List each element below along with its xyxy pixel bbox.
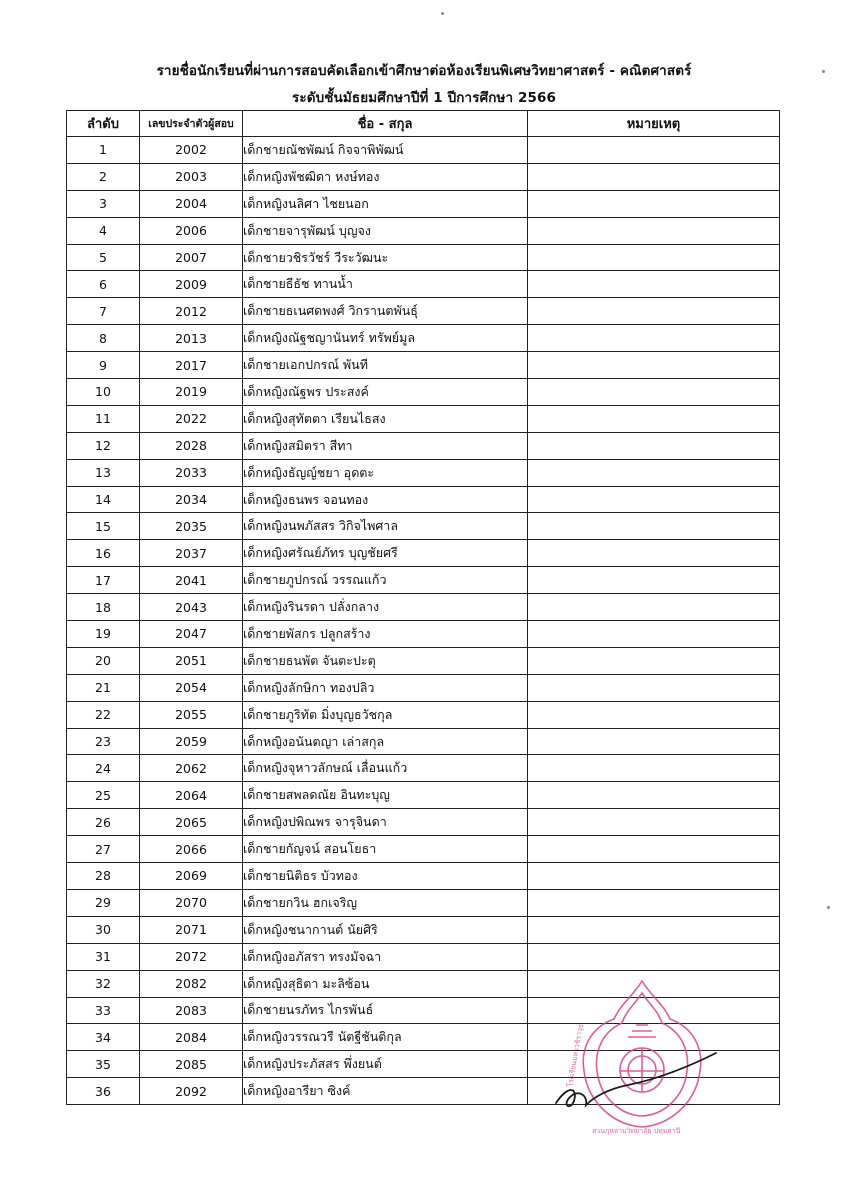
student-name-cell: เด็กหญิงศรัณย์ภัทร บุญชัยศรี bbox=[243, 540, 528, 567]
row-number: 2 bbox=[67, 163, 140, 190]
document-title: รายชื่อนักเรียนที่ผ่านการสอบคัดเลือกเข้าศึกษาต่อห้องเรียนพิเศษวิทยาศาสตร์ - คณิตศาสตร์ bbox=[156, 63, 692, 79]
remark-cell bbox=[528, 755, 780, 782]
scan-speck bbox=[441, 12, 444, 15]
remark-cell bbox=[528, 405, 780, 432]
student-name-cell: เด็กชายเอกปกรณ์ พันที bbox=[243, 352, 528, 379]
exam-id-cell: 2043 bbox=[140, 594, 243, 621]
exam-id-cell: 2065 bbox=[140, 809, 243, 836]
student-name-cell: เด็กหญิงณัฐชญานันทร์ ทรัพย์มูล bbox=[243, 325, 528, 352]
scan-speck bbox=[822, 70, 825, 73]
student-name-cell: เด็กหญิงธัญญ์ชยา อุดตะ bbox=[243, 459, 528, 486]
exam-id-cell: 2062 bbox=[140, 755, 243, 782]
student-name-cell: เด็กหญิงสุธิตา มะลิซ้อน bbox=[243, 970, 528, 997]
student-name-cell: เด็กชายกัญจน์ สอนโยธา bbox=[243, 836, 528, 863]
row-number: 21 bbox=[67, 674, 140, 701]
student-name-cell: เด็กหญิงจุหาวลักษณ์ เลื่อนแก้ว bbox=[243, 755, 528, 782]
remark-cell bbox=[528, 325, 780, 352]
row-number: 30 bbox=[67, 916, 140, 943]
student-name-cell: เด็กชายสพลดณัย อินทะบุญ bbox=[243, 782, 528, 809]
exam-id-cell: 2084 bbox=[140, 1024, 243, 1051]
remark-cell bbox=[528, 809, 780, 836]
student-name-cell: เด็กหญิงสมิตรา สีทา bbox=[243, 432, 528, 459]
seal-text-bottom: สวนกุหลาบวิทยาลัย ปทุมธานี bbox=[592, 1127, 681, 1135]
exam-id-cell: 2007 bbox=[140, 244, 243, 271]
table-row bbox=[67, 217, 780, 244]
exam-id-cell: 2085 bbox=[140, 1051, 243, 1078]
exam-id-cell: 2055 bbox=[140, 701, 243, 728]
table-row bbox=[67, 889, 780, 916]
row-number: 27 bbox=[67, 836, 140, 863]
row-number: 6 bbox=[67, 271, 140, 298]
remark-cell bbox=[528, 863, 780, 890]
remark-cell bbox=[528, 217, 780, 244]
remark-cell bbox=[528, 190, 780, 217]
row-number: 20 bbox=[67, 647, 140, 674]
scan-speck bbox=[827, 906, 830, 909]
remark-cell bbox=[528, 943, 780, 970]
column-header-name: ชื่อ - สกุล bbox=[243, 111, 528, 137]
remark-cell bbox=[528, 379, 780, 406]
row-number: 8 bbox=[67, 325, 140, 352]
exam-id-cell: 2037 bbox=[140, 540, 243, 567]
remark-cell bbox=[528, 621, 780, 648]
row-number: 33 bbox=[67, 997, 140, 1024]
table-row bbox=[67, 486, 780, 513]
remark-cell bbox=[528, 594, 780, 621]
row-number: 7 bbox=[67, 298, 140, 325]
exam-id-cell: 2054 bbox=[140, 674, 243, 701]
exam-id-cell: 2083 bbox=[140, 997, 243, 1024]
table-row bbox=[67, 943, 780, 970]
remark-cell bbox=[528, 647, 780, 674]
row-number: 4 bbox=[67, 217, 140, 244]
student-name-cell: เด็กหญิงพัชฒิดา หงษ์ทอง bbox=[243, 163, 528, 190]
row-number: 14 bbox=[67, 486, 140, 513]
remark-cell bbox=[528, 459, 780, 486]
student-name-cell: เด็กชายกวิน ฮกเจริญ bbox=[243, 889, 528, 916]
remark-cell bbox=[528, 674, 780, 701]
table-row bbox=[67, 163, 780, 190]
row-number: 35 bbox=[67, 1051, 140, 1078]
student-name-cell: เด็กหญิงนลิศา ไชยนอก bbox=[243, 190, 528, 217]
table-row bbox=[67, 244, 780, 271]
table-row bbox=[67, 325, 780, 352]
remark-cell bbox=[528, 432, 780, 459]
row-number: 12 bbox=[67, 432, 140, 459]
student-name-cell: เด็กหญิงสุทัตตา เรียนไธสง bbox=[243, 405, 528, 432]
student-name-cell: เด็กชายภูปกรณ์ วรรณแก้ว bbox=[243, 567, 528, 594]
exam-id-cell: 2022 bbox=[140, 405, 243, 432]
table-row bbox=[67, 916, 780, 943]
row-number: 32 bbox=[67, 970, 140, 997]
column-header-remark: หมายเหตุ bbox=[528, 111, 780, 137]
row-number: 15 bbox=[67, 513, 140, 540]
row-number: 24 bbox=[67, 755, 140, 782]
table-row bbox=[67, 728, 780, 755]
student-name-cell: เด็กหญิงรินรดา ปลั่งกลาง bbox=[243, 594, 528, 621]
student-name-cell: เด็กชายนิติธร บัวทอง bbox=[243, 863, 528, 890]
remark-cell bbox=[528, 728, 780, 755]
student-name-cell: เด็กหญิงปพิณพร จารุจินดา bbox=[243, 809, 528, 836]
table-row bbox=[67, 379, 780, 406]
table-row bbox=[67, 594, 780, 621]
table-header-row bbox=[67, 111, 780, 137]
row-number: 9 bbox=[67, 352, 140, 379]
exam-id-cell: 2071 bbox=[140, 916, 243, 943]
exam-id-cell: 2092 bbox=[140, 1078, 243, 1105]
student-list-table bbox=[66, 110, 780, 1105]
row-number: 25 bbox=[67, 782, 140, 809]
student-name-cell: เด็กชายธนพัต จันตะปะตุ bbox=[243, 647, 528, 674]
exam-id-cell: 2072 bbox=[140, 943, 243, 970]
row-number: 5 bbox=[67, 244, 140, 271]
student-name-cell: เด็กชายวชิรวัชร์ วีระวัฒนะ bbox=[243, 244, 528, 271]
exam-id-cell: 2047 bbox=[140, 621, 243, 648]
remark-cell bbox=[528, 513, 780, 540]
row-number: 36 bbox=[67, 1078, 140, 1105]
row-number: 19 bbox=[67, 621, 140, 648]
student-name-cell: เด็กชายธเนศดพงศ์ วิกรานตพันธุ์ bbox=[243, 298, 528, 325]
signature-icon bbox=[548, 1045, 728, 1125]
student-name-cell: เด็กชายพัสกร ปลูกสร้าง bbox=[243, 621, 528, 648]
student-name-cell: เด็กชายภูริทัต มิ่งบุญธวัชกุล bbox=[243, 701, 528, 728]
student-name-cell: เด็กชายธีธัช ทานน้ำ bbox=[243, 271, 528, 298]
remark-cell bbox=[528, 298, 780, 325]
student-name-cell: เด็กชายณัชพัฒน์ กิจจาพิพัฒน์ bbox=[243, 137, 528, 164]
exam-id-cell: 2070 bbox=[140, 889, 243, 916]
exam-id-cell: 2082 bbox=[140, 970, 243, 997]
remark-cell bbox=[528, 540, 780, 567]
exam-id-cell: 2066 bbox=[140, 836, 243, 863]
student-name-cell: เด็กหญิงวรรณวรี นัตฐีชันติกุล bbox=[243, 1024, 528, 1051]
student-name-cell: เด็กหญิงณัฐพร ประสงค์ bbox=[243, 379, 528, 406]
exam-id-cell: 2006 bbox=[140, 217, 243, 244]
student-name-cell: เด็กชายนรภัทร ไกรพันธ์ bbox=[243, 997, 528, 1024]
table-row bbox=[67, 647, 780, 674]
table-body bbox=[67, 137, 780, 1105]
exam-id-cell: 2003 bbox=[140, 163, 243, 190]
table-row bbox=[67, 701, 780, 728]
student-name-cell: เด็กหญิงอภัสรา ทรงมัจฉา bbox=[243, 943, 528, 970]
student-name-cell: เด็กหญิงนพภัสสร วิกิจไพศาล bbox=[243, 513, 528, 540]
student-name-cell: เด็กหญิงประภัสสร พึ่งยนต์ bbox=[243, 1051, 528, 1078]
row-number: 3 bbox=[67, 190, 140, 217]
row-number: 18 bbox=[67, 594, 140, 621]
exam-id-cell: 2002 bbox=[140, 137, 243, 164]
remark-cell bbox=[528, 782, 780, 809]
exam-id-cell: 2069 bbox=[140, 863, 243, 890]
seal-text-left: โรงเรียนมหาวชิราวุธ bbox=[566, 1023, 586, 1088]
row-number: 26 bbox=[67, 809, 140, 836]
column-header-number: ลำดับ bbox=[67, 111, 140, 137]
row-number: 16 bbox=[67, 540, 140, 567]
table-row bbox=[67, 459, 780, 486]
remark-cell bbox=[528, 701, 780, 728]
table-row bbox=[67, 190, 780, 217]
row-number: 17 bbox=[67, 567, 140, 594]
remark-cell bbox=[528, 163, 780, 190]
row-number: 28 bbox=[67, 863, 140, 890]
table-row bbox=[67, 782, 780, 809]
exam-id-cell: 2033 bbox=[140, 459, 243, 486]
table-row bbox=[67, 809, 780, 836]
exam-id-cell: 2034 bbox=[140, 486, 243, 513]
table-row bbox=[67, 137, 780, 164]
table-row bbox=[67, 405, 780, 432]
row-number: 1 bbox=[67, 137, 140, 164]
exam-id-cell: 2013 bbox=[140, 325, 243, 352]
student-name-cell: เด็กหญิงชนากานต์ นัยศิริ bbox=[243, 916, 528, 943]
remark-cell bbox=[528, 836, 780, 863]
row-number: 34 bbox=[67, 1024, 140, 1051]
table-row bbox=[67, 836, 780, 863]
exam-id-cell: 2019 bbox=[140, 379, 243, 406]
exam-id-cell: 2012 bbox=[140, 298, 243, 325]
row-number: 11 bbox=[67, 405, 140, 432]
table-row bbox=[67, 352, 780, 379]
row-number: 13 bbox=[67, 459, 140, 486]
row-number: 29 bbox=[67, 889, 140, 916]
remark-cell bbox=[528, 271, 780, 298]
row-number: 23 bbox=[67, 728, 140, 755]
table-row bbox=[67, 298, 780, 325]
exam-id-cell: 2017 bbox=[140, 352, 243, 379]
exam-id-cell: 2064 bbox=[140, 782, 243, 809]
table-row bbox=[67, 755, 780, 782]
table-row bbox=[67, 621, 780, 648]
table-row bbox=[67, 540, 780, 567]
exam-id-cell: 2035 bbox=[140, 513, 243, 540]
remark-cell bbox=[528, 916, 780, 943]
remark-cell bbox=[528, 244, 780, 271]
document-subtitle: ระดับชั้นมัธยมศึกษาปีที่ 1 ปีการศึกษา 2566 bbox=[292, 90, 556, 106]
remark-cell bbox=[528, 137, 780, 164]
exam-id-cell: 2028 bbox=[140, 432, 243, 459]
exam-id-cell: 2009 bbox=[140, 271, 243, 298]
remark-cell bbox=[528, 889, 780, 916]
exam-id-cell: 2041 bbox=[140, 567, 243, 594]
row-number: 31 bbox=[67, 943, 140, 970]
exam-id-cell: 2059 bbox=[140, 728, 243, 755]
exam-id-cell: 2051 bbox=[140, 647, 243, 674]
remark-cell bbox=[528, 352, 780, 379]
column-header-exam-id: เลขประจำตัวผู้สอบ bbox=[140, 111, 243, 137]
row-number: 22 bbox=[67, 701, 140, 728]
student-name-cell: เด็กหญิงอนันตญา เล่าสกุล bbox=[243, 728, 528, 755]
table-row bbox=[67, 567, 780, 594]
student-name-cell: เด็กหญิงลักษิกา ทองปลิว bbox=[243, 674, 528, 701]
exam-id-cell: 2004 bbox=[140, 190, 243, 217]
table-row bbox=[67, 513, 780, 540]
student-name-cell: เด็กหญิงธนพร จอนทอง bbox=[243, 486, 528, 513]
table-row bbox=[67, 863, 780, 890]
table-row bbox=[67, 674, 780, 701]
row-number: 10 bbox=[67, 379, 140, 406]
remark-cell bbox=[528, 567, 780, 594]
student-name-cell: เด็กหญิงอารียา ซิงค์ bbox=[243, 1078, 528, 1105]
remark-cell bbox=[528, 486, 780, 513]
table-row bbox=[67, 271, 780, 298]
table-row bbox=[67, 432, 780, 459]
student-name-cell: เด็กชายจารุพัฒน์ บุญจง bbox=[243, 217, 528, 244]
